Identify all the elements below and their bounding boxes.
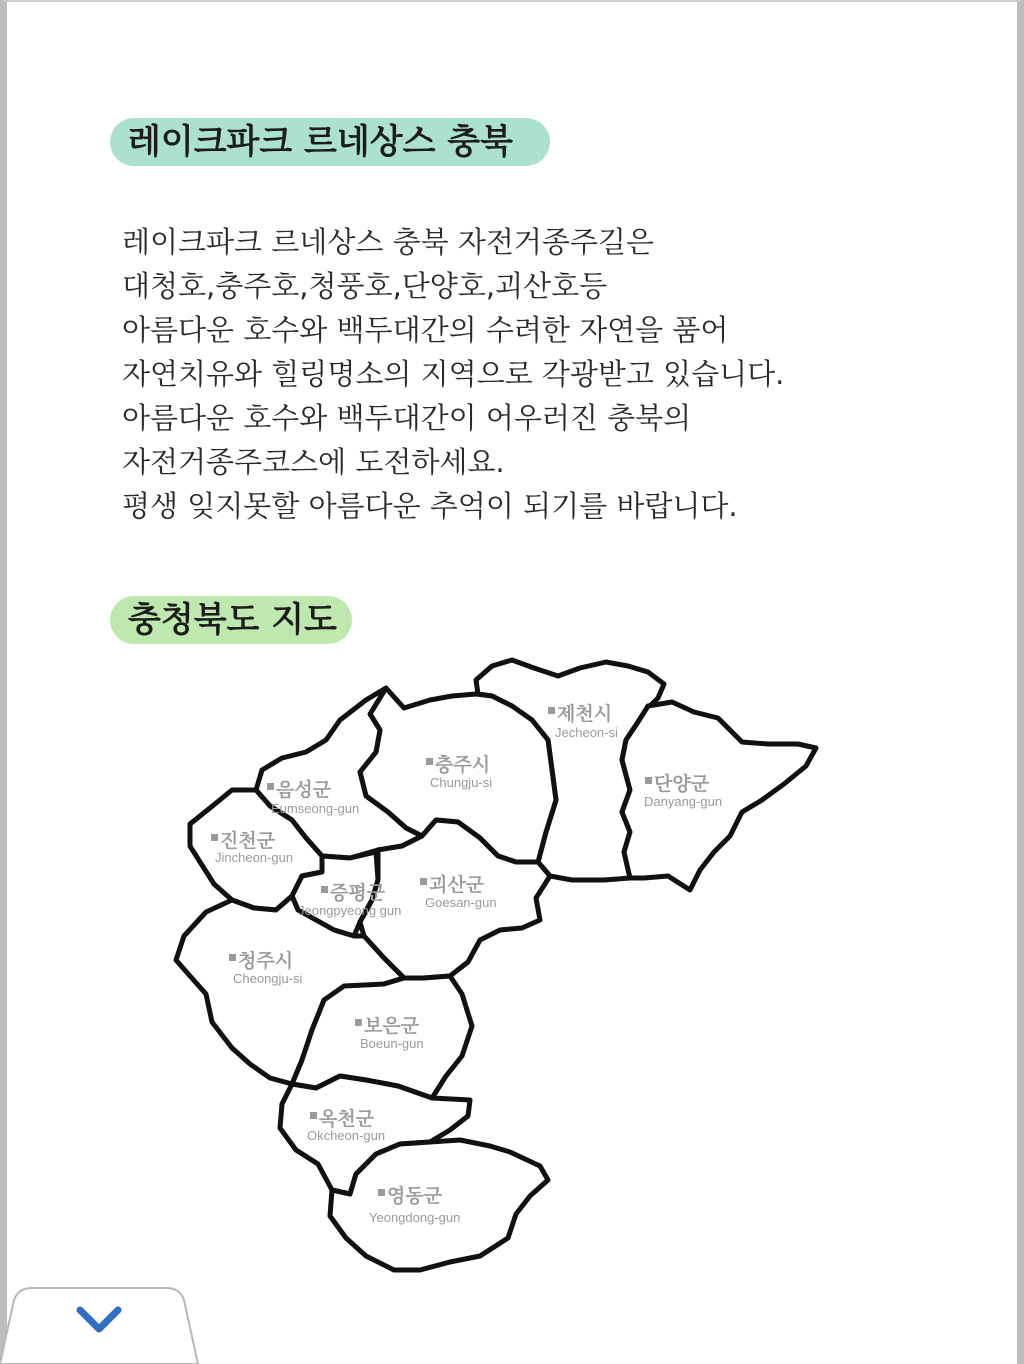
label-marker [267, 783, 274, 790]
region-name-ko: 증평군 [330, 882, 386, 904]
section-title: 레이크파크 르네상스 충북 [110, 118, 550, 166]
region-name-en: Jeongpyeong gun [298, 903, 402, 918]
region-name-ko: 보은군 [364, 1015, 420, 1037]
region-name-en: Chungju-si [430, 775, 493, 790]
label-marker [426, 758, 433, 765]
region-name-ko: 진천군 [220, 830, 276, 852]
intro-line: 자연치유와 힐링명소의 지역으로 각광받고 있습니다. [122, 357, 785, 391]
region-name-ko: 충주시 [435, 754, 491, 776]
region-name-ko: 괴산군 [429, 874, 485, 896]
region-name-en: Danyang-gun [644, 794, 723, 809]
label-cheongju [229, 949, 302, 986]
intro-line: 평생 잊지못할 아름다운 추억이 되기를 바랍니다. [122, 489, 738, 523]
label-marker [645, 777, 652, 784]
region-name-ko: 단양군 [654, 773, 710, 795]
label-marker [229, 954, 236, 961]
label-boeun [355, 1015, 424, 1051]
scroll-down-tab[interactable] [0, 1286, 200, 1364]
intro-line: 자전거종주코스에 도전하세요. [122, 445, 505, 479]
label-chungju [426, 754, 492, 790]
region-name-en: Okcheon-gun [307, 1128, 386, 1143]
intro-line: 아름다운 호수와 백두대간이 어우러진 충북의 [122, 401, 692, 435]
label-marker [548, 707, 555, 714]
intro-line: 대청호,충주호,청풍호,단양호,괴산호등 [122, 269, 608, 303]
label-marker [420, 878, 427, 885]
region-name-ko: 옥천군 [319, 1108, 375, 1130]
intro-line: 레이크파크 르네상스 충북 자전거종주길은 [122, 225, 654, 259]
region-name-en: Yeongdong-gun [369, 1210, 461, 1225]
region-name-ko: 영동군 [387, 1185, 443, 1207]
label-jecheon [548, 702, 618, 740]
region-name-en: Cheongju-si [233, 971, 303, 986]
label-marker [321, 886, 328, 893]
label-okcheon [307, 1107, 385, 1143]
map-title: 충청북도 지도 [110, 596, 352, 644]
region-name-en: Jecheon-si [555, 725, 618, 740]
label-marker [355, 1019, 362, 1026]
region-name-ko: 음성군 [276, 779, 332, 801]
label-marker [211, 834, 218, 841]
label-marker [310, 1112, 317, 1119]
region-name-en: Boeun-gun [360, 1036, 424, 1051]
region-name-en: Jincheon-gun [215, 850, 294, 865]
region-name-en: Eumseong-gun [271, 801, 360, 816]
region-name-ko: 제천시 [557, 703, 613, 725]
region-name-ko: 청주시 [238, 950, 294, 972]
intro-line: 아름다운 호수와 백두대간의 수려한 자연을 품어 [122, 313, 729, 347]
region-name-en: Goesan-gun [425, 895, 497, 910]
label-marker [378, 1189, 385, 1196]
